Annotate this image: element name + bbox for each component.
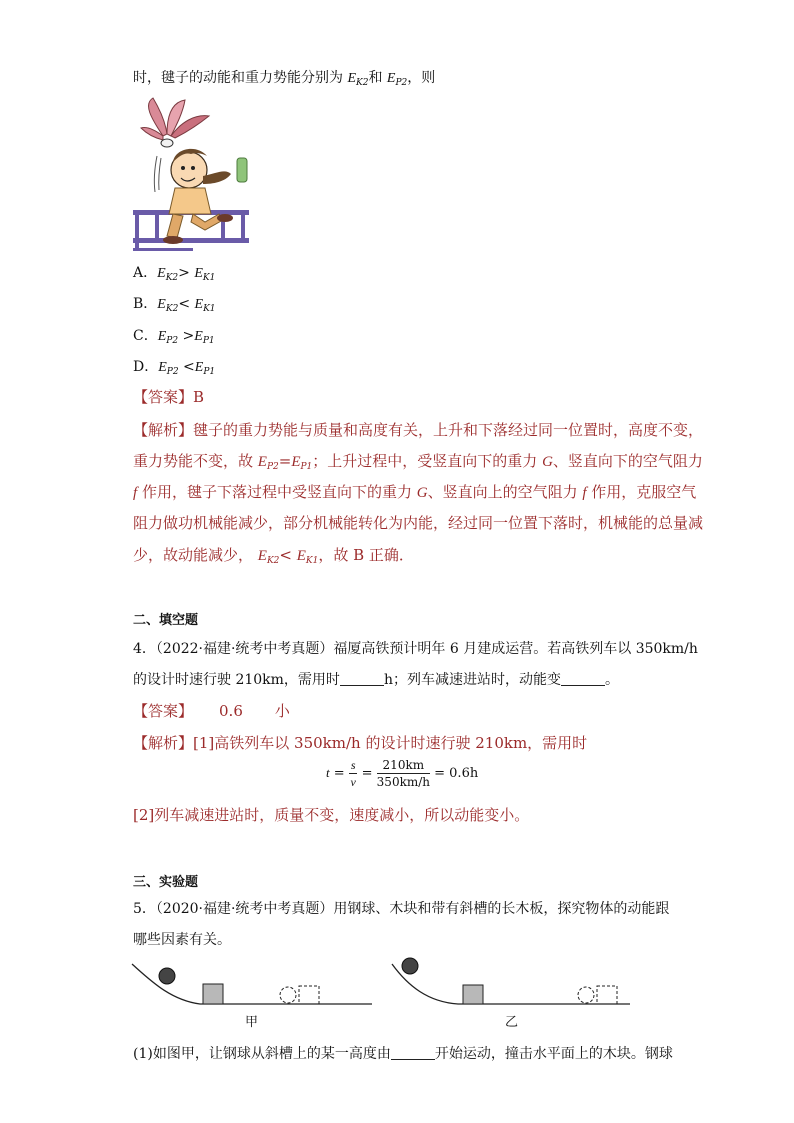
q3-analysis-line-2: [133, 454, 703, 472]
figure-yi-label: 乙: [505, 1015, 519, 1030]
formula-result: = 0.6h: [434, 766, 479, 781]
analysis-op: =: [278, 452, 292, 470]
formula-den: v: [350, 775, 356, 789]
figure-jia-label: 甲: [245, 1015, 259, 1030]
q4-stem-line-1: 4．（2022·福建·统考中考真题）福厦高铁预计明年 6 月建成运营。若高铁列车以 350km/h: [133, 641, 698, 657]
option-op: <: [178, 359, 195, 375]
answer-value: B: [193, 388, 205, 406]
analysis-text: 作用，毽子下落过程中受竖直向下的重力: [137, 483, 417, 501]
analysis-text: [1]高铁列车以 350km/h 的设计时速行驶 210km，需用时: [193, 734, 588, 752]
option-left-sub: K2: [165, 304, 179, 314]
answer-value-1: 0.6: [219, 702, 243, 720]
analysis-var: E: [296, 548, 306, 564]
q4-analysis-line-2: [2]列车减速进站时，质量不变，速度减小，所以动能变小。: [133, 806, 530, 824]
q3-stem-ep2-sub: P2: [395, 78, 408, 88]
option-left-sub: P2: [166, 367, 179, 377]
q3-stem-tail: [133, 71, 435, 88]
wood-block-icon: [203, 984, 223, 1004]
option-left: E: [157, 297, 166, 312]
formula-eq: =: [361, 766, 373, 781]
q4-answer: [133, 704, 290, 719]
q4-blank-2[interactable]: [561, 673, 605, 686]
analysis-sub: K1: [305, 556, 319, 566]
formula-den: 350km/h: [376, 775, 430, 789]
analysis-text: 阻力做功机械能减少，部分机械能转化为内能，经过同一位置下落时，机械能的总量减: [133, 514, 704, 532]
q3-option-b: [133, 297, 216, 314]
analysis-text: 、竖直向上的空气阻力: [427, 483, 583, 501]
section-2-title: 二、填空题: [133, 613, 199, 628]
shuttlecock-icon: [141, 98, 209, 147]
analysis-text: 少，故动能减少，: [133, 546, 258, 564]
q3-stem-ek2: E: [347, 71, 357, 86]
analysis-var: G: [542, 454, 553, 470]
formula-fraction-1: [349, 759, 358, 788]
option-right: E: [194, 360, 204, 375]
shuttlecock-illustration: [133, 96, 253, 254]
option-left-sub: K2: [165, 273, 179, 283]
steel-ball-icon: [402, 958, 418, 974]
option-left-sub: P2: [166, 336, 179, 346]
q3-answer: [133, 390, 204, 405]
option-letter: C．: [133, 328, 158, 344]
formula-num: 210km: [377, 759, 430, 774]
formula-var: t: [326, 765, 330, 780]
option-left: E: [158, 360, 167, 375]
q3-stem-tail-b: ，则: [407, 70, 436, 86]
option-right-sub: P1: [202, 336, 215, 346]
formula-fraction-2: [377, 759, 430, 788]
analysis-sub: P1: [300, 462, 313, 472]
q3-analysis-line-1: [133, 423, 703, 438]
figure-yi-diagram: [390, 956, 635, 1010]
q3-analysis-line-5: [133, 548, 414, 566]
answer-value-2: 小: [274, 702, 290, 720]
analysis-var: E: [257, 548, 267, 564]
q4-text: 的设计时速行驶 210km，需用时: [133, 672, 340, 688]
formula-num: s: [350, 758, 356, 772]
analysis-text: 、竖直向下的空气阻力: [552, 452, 703, 470]
analysis-text: 作用，克服空气: [586, 483, 697, 501]
q4-text: 。: [604, 672, 619, 688]
analysis-text: 毽子的重力势能与质量和高度有关，上升和下落经过同一位置时，高度不变，: [193, 421, 704, 439]
analysis-var: f: [582, 485, 587, 501]
q5-text: (1)如图甲，让钢球从斜槽上的某一高度由: [133, 1046, 391, 1062]
option-left: E: [157, 266, 166, 281]
analysis-text: 重力势能不变，故: [133, 452, 258, 470]
analysis-tag: 【解析】: [133, 734, 194, 752]
option-op: >: [178, 328, 195, 344]
analysis-text: ；上升过程中，受竖直向下的重力: [312, 452, 543, 470]
q3-stem-ek2-sub: K2: [356, 78, 369, 88]
q4-blank-1[interactable]: [340, 673, 384, 686]
analysis-sub: K2: [266, 556, 280, 566]
q3-analysis-line-3: [133, 485, 696, 501]
q3-analysis-line-4: [133, 516, 703, 531]
option-right-sub: P1: [203, 367, 216, 377]
analysis-var: E: [257, 454, 267, 470]
formula-eq: =: [333, 766, 345, 781]
q3-option-a: [133, 266, 215, 283]
q3-stem-ep2: E: [386, 71, 396, 86]
analysis-var: f: [133, 485, 138, 501]
q4-analysis-line-1: [133, 736, 587, 751]
wood-block-icon: [463, 985, 483, 1004]
analysis-tag: 【解析】: [133, 421, 194, 439]
option-letter: B．: [133, 296, 158, 312]
q4-formula: [326, 759, 478, 788]
q4-stem-line-2: [133, 673, 619, 687]
q3-option-c: [133, 329, 215, 346]
figure-jia-diagram: [130, 960, 375, 1010]
option-right-sub: K1: [203, 304, 216, 314]
q4-text: h；列车减速进站时，动能变: [383, 672, 561, 688]
option-left: E: [157, 329, 167, 344]
q5-text: 开始运动，撞击水平面上的木块。钢球: [434, 1046, 673, 1062]
steel-ball-icon: [159, 968, 175, 984]
option-right: E: [194, 297, 204, 312]
q3-stem-and: 和: [368, 70, 387, 86]
analysis-var: G: [416, 485, 428, 501]
option-letter: D．: [133, 359, 159, 375]
q5-blank-1[interactable]: [391, 1047, 435, 1060]
option-op: <: [178, 296, 195, 312]
q3-option-d: [133, 360, 215, 377]
q5-sub1: [133, 1047, 673, 1061]
analysis-var: E: [291, 454, 301, 470]
option-right-sub: K1: [202, 273, 216, 283]
analysis-sub: P2: [266, 462, 279, 472]
q5-stem-line-2: 哪些因素有关。: [133, 932, 231, 948]
answer-tag: 【答案】: [133, 702, 194, 720]
analysis-text: ，故 B 正确．: [318, 546, 414, 564]
q5-stem-line-1: 5．（2020·福建·统考中考真题）用钢球、木块和带有斜槽的长木板，探究物体的动能跟: [133, 901, 670, 917]
option-op: >: [178, 265, 195, 281]
option-right: E: [194, 266, 203, 281]
answer-tag: 【答案】: [133, 388, 194, 406]
analysis-op: <: [279, 546, 297, 564]
q3-stem-text: 时，毽子的动能和重力势能分别为: [133, 70, 348, 86]
section-3-title: 三、实验题: [133, 875, 199, 890]
option-letter: A．: [133, 265, 158, 281]
option-right: E: [194, 329, 203, 344]
